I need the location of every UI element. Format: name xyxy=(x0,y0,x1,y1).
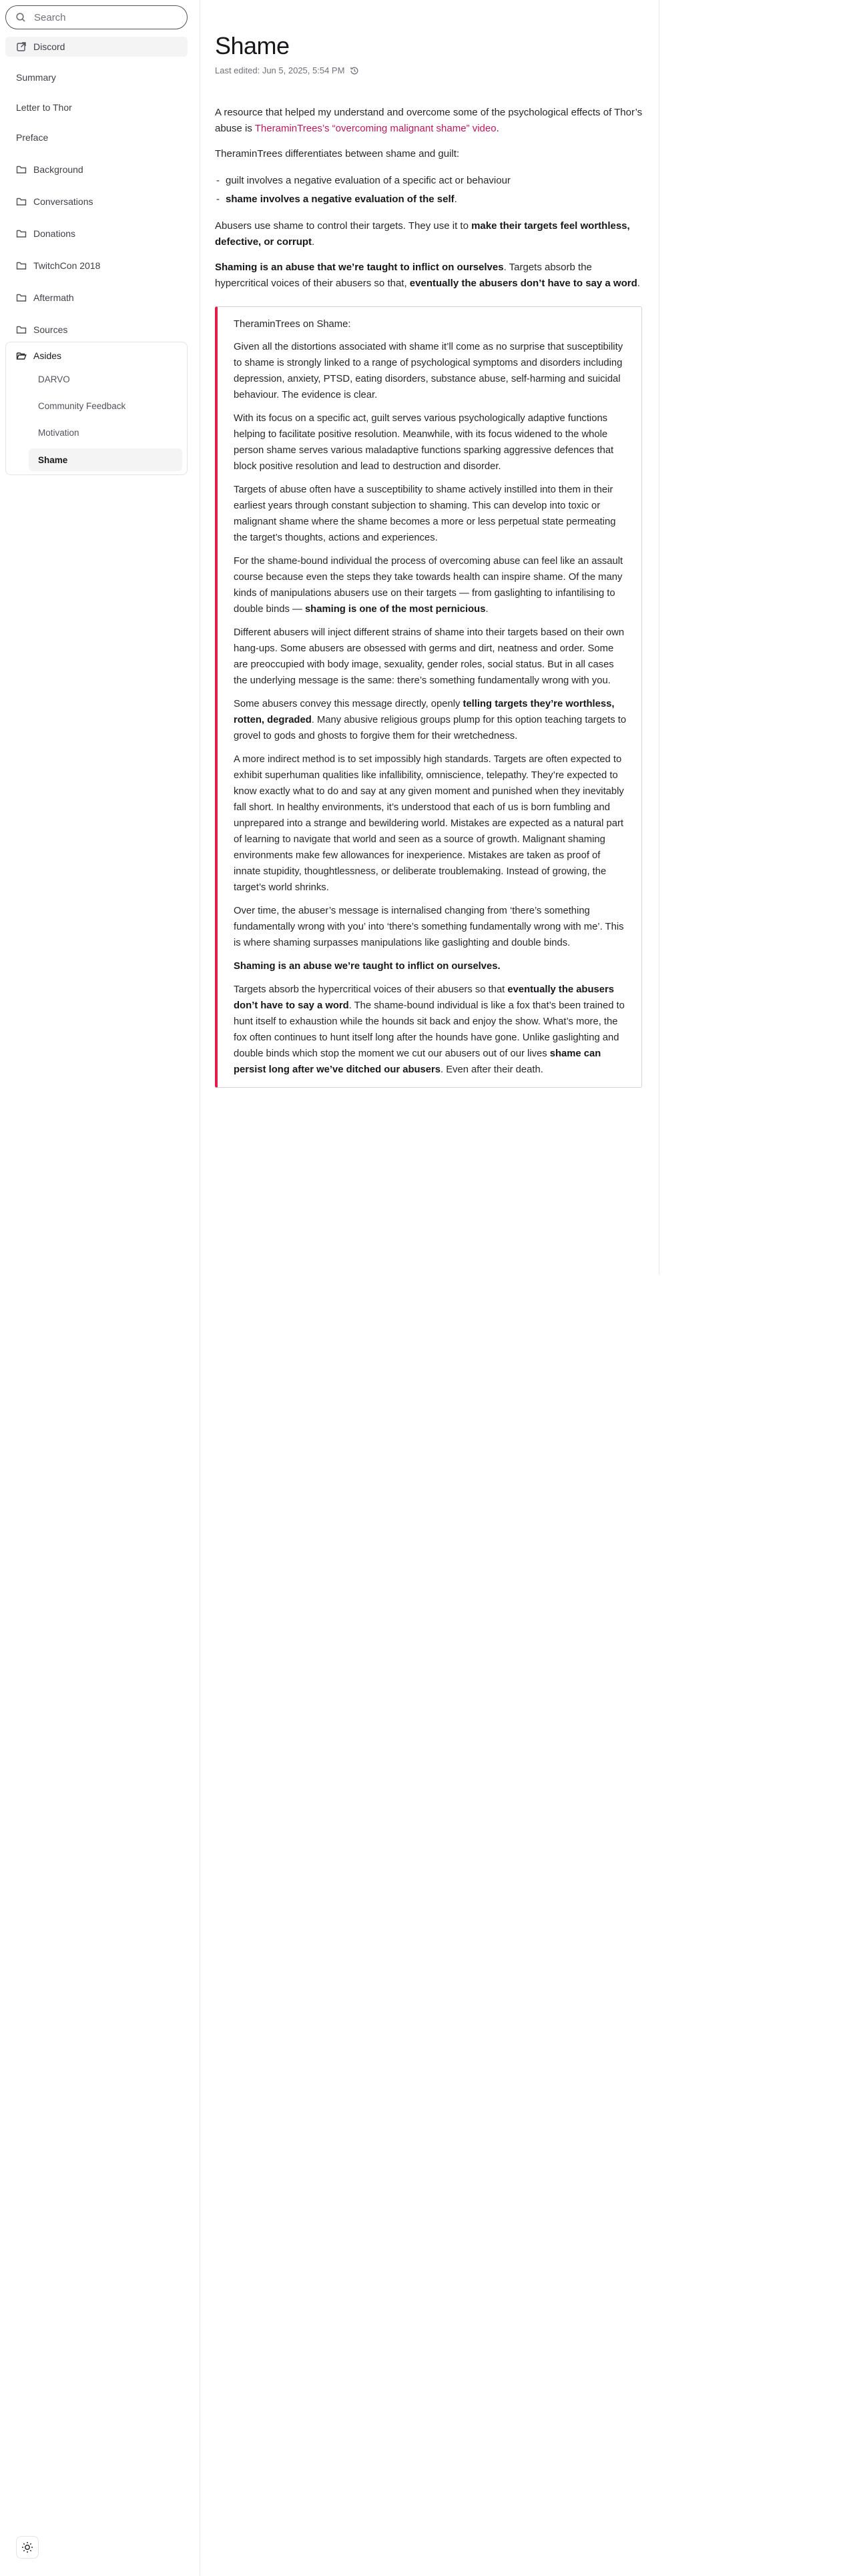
sidebar-item-donations[interactable] xyxy=(5,224,188,244)
sidebar-item-label: Conversations xyxy=(33,196,93,207)
sidebar-item-label: Asides xyxy=(33,350,62,361)
sidebar-item-background[interactable] xyxy=(5,159,188,180)
sidebar-item-sources[interactable] xyxy=(5,320,188,340)
sidebar-subitem-shame[interactable] xyxy=(29,448,182,471)
abusers-paragraph: Abusers use shame to control their targets. They use it to make their targets feel worthless, defective, or corrupt. xyxy=(215,220,630,248)
differentiates-paragraph: TheraminTrees differentiates between shame and guilt: xyxy=(215,148,460,159)
sidebar-item-label: TwitchCon 2018 xyxy=(33,260,101,271)
sidebar-subitem-motivation[interactable] xyxy=(29,422,182,442)
sidebar-item-conversations[interactable] xyxy=(5,192,188,212)
search-icon xyxy=(15,12,26,23)
sidebar-subitem-label: DARVO xyxy=(38,374,70,384)
quote-paragraph: With its focus on a specific act, guilt serves various psychologically adaptive functions helping to facilitate positive resolution. Meanwhile, with its focus widened to the whole person shame serves various maladaptive functions sparking aggressive defences that block positive resolution and lead to destruction and disorder. xyxy=(234,413,614,472)
article xyxy=(215,32,647,1088)
quote-paragraph: Shaming is an abuse we’re taught to inflict on ourselves. xyxy=(234,961,501,972)
theramintrees-video-link[interactable]: TheraminTrees’s “overcoming malignant shame” video xyxy=(254,123,497,134)
sidebar-item-letter-to-thor[interactable] xyxy=(5,97,188,117)
last-edited-text: Last edited: Jun 5, 2025, 5:54 PM xyxy=(215,65,345,75)
history-icon[interactable] xyxy=(350,66,359,75)
folder-icon xyxy=(16,164,27,175)
sidebar-item-label: Background xyxy=(33,164,83,175)
guilt-shame-list xyxy=(215,172,647,209)
main-content xyxy=(200,0,659,1275)
quote-paragraph: Some abusers convey this message directly, openly telling targets they’re worthless, rotten, degraded. Many abusive religious groups plump for this option teaching targets to grovel to gods and ghosts to forgive them for their wretchedness. xyxy=(234,699,627,741)
discord-link[interactable] xyxy=(5,37,188,57)
intro-paragraph: A resource that helped my understand and overcome some of the psychological effects of Thor’s abuse is TheraminTrees’s “overcoming malignant shame” video. xyxy=(215,107,643,134)
sidebar-item-asides[interactable] xyxy=(5,346,188,366)
folder-icon xyxy=(16,292,27,303)
sidebar-subitem-label: Motivation xyxy=(38,427,79,438)
theme-toggle-button[interactable] xyxy=(16,2536,39,2559)
list-item: - guilt involves a negative evaluation of a specific act or behaviour xyxy=(215,172,647,190)
sidebar-item-label: Sources xyxy=(33,324,68,335)
search-input[interactable] xyxy=(33,11,176,24)
sidebar-item-label: Donations xyxy=(33,228,76,239)
sidebar-item-preface[interactable] xyxy=(5,127,188,147)
folder-icon xyxy=(16,260,27,271)
quote-title: TheraminTrees on Shame: xyxy=(234,319,351,330)
last-edited xyxy=(215,65,647,75)
folder-icon xyxy=(16,196,27,207)
sidebar-item-twitchcon-2018[interactable] xyxy=(5,256,188,276)
sidebar-item-label: Aftermath xyxy=(33,292,74,303)
quote-paragraph: Targets of abuse often have a susceptibility to shame actively instilled into them in their earliest years through constant subjection to shaming. This can develop into toxic or malignant shame where the shame becomes a more or less perpetual state permeating the target’s thoughts, actions and experiences. xyxy=(234,485,616,543)
quote-paragraph: Targets absorb the hypercritical voices of their abusers so that eventually the abusers don’t have to say a word. The shame-bound individual is like a fox that’s been trained to hunt itself to exhaustion while the hounds sit back and enjoy the show. What’s more, the fox often continues to hunt itself long after the hounds have gone. Unlike gaslighting and double binds which stop the moment we cut our abusers out of our lives shame can persist long after we’ve ditched our abusers. Even after their death. xyxy=(234,984,625,1075)
quote-paragraph: Over time, the abuser’s message is internalised changing from ‘there’s something fundamentally wrong with you’ into ‘there’s something fundamentally wrong with me’. This is where shaming surpasses manipulations like gaslighting and double binds. xyxy=(234,906,624,948)
external-link-icon xyxy=(16,41,27,52)
page-title: Shame xyxy=(215,32,290,59)
sidebar-item-summary[interactable] xyxy=(5,67,188,87)
sidebar-subitem-label: Community Feedback xyxy=(38,400,126,411)
sidebar-item-aftermath[interactable] xyxy=(5,288,188,308)
quote-paragraph: Different abusers will inject different strains of shame into their targets based on their own hang-ups. Some abusers are obsessed with germs and dirt, neatness and order. Some are preoccupied with body image, sexuality, gender roles, social status. But in all cases the underlying message is the same: there’s something fundamentally wrong with you. xyxy=(234,627,625,686)
sidebar-subitem-community-feedback[interactable] xyxy=(29,396,182,416)
sidebar xyxy=(0,0,200,2576)
sidebar-subitem-darvo[interactable] xyxy=(29,369,182,389)
list-item: - shame involves a negative evaluation of the self. xyxy=(215,190,647,209)
quote-paragraph: Given all the distortions associated with shame it’ll come as no surprise that susceptibility to shame is strongly linked to a range of psychological symptoms and disorders including depression, anxiety, PTSD, eating disorders, substance abuse, self-harming and suicidal behaviour. The evidence is clear. xyxy=(234,342,623,400)
quote-paragraph: For the shame-bound individual the process of overcoming abuse can feel like an assault course because even the steps they take towards health can inspire shame. Of the many kinds of manipulations abusers use on their targets — from gaslighting to infantilising to double binds — shaming is one of the most pernicious. xyxy=(234,556,623,615)
discord-label: Discord xyxy=(33,41,65,52)
theramintrees-quote xyxy=(215,306,642,1088)
sun-icon xyxy=(21,2541,33,2553)
quote-paragraph: A more indirect method is to set impossibly high standards. Targets are often expected to exhibit superhuman qualities like infallibility, omniscience, telepathy. They’re expected to know exactly what to do and say at any given moment and punished when they inevitably fall short. In healthy environments, it’s understood that each of us is born fumbling and unprepared into a strange and bewildering world. Mistakes are expected as a natural part of learning to navigate that world and seen as a source of growth. Malignant shaming environments make few allowances for inexperience. Mistakes are taken as proof of innate stupidity, thoughtlessness, or deliberate troublemaking. Instead of growing, the target’s world shrinks. xyxy=(234,754,624,893)
sidebar-subitem-label: Shame xyxy=(38,454,68,465)
sidebar-item-label: Preface xyxy=(16,132,49,143)
sidebar-item-label: Letter to Thor xyxy=(16,102,72,113)
folder-icon xyxy=(16,228,27,239)
sidebar-item-label: Summary xyxy=(16,72,56,83)
folder-icon xyxy=(16,324,27,335)
search-box[interactable] xyxy=(5,5,188,29)
folder-open-icon xyxy=(16,350,27,361)
taught-paragraph: Shaming is an abuse that we’re taught to inflict on ourselves. Targets absorb the hypercritical voices of their abusers so that, eventually the abusers don’t have to say a word. xyxy=(215,262,640,289)
